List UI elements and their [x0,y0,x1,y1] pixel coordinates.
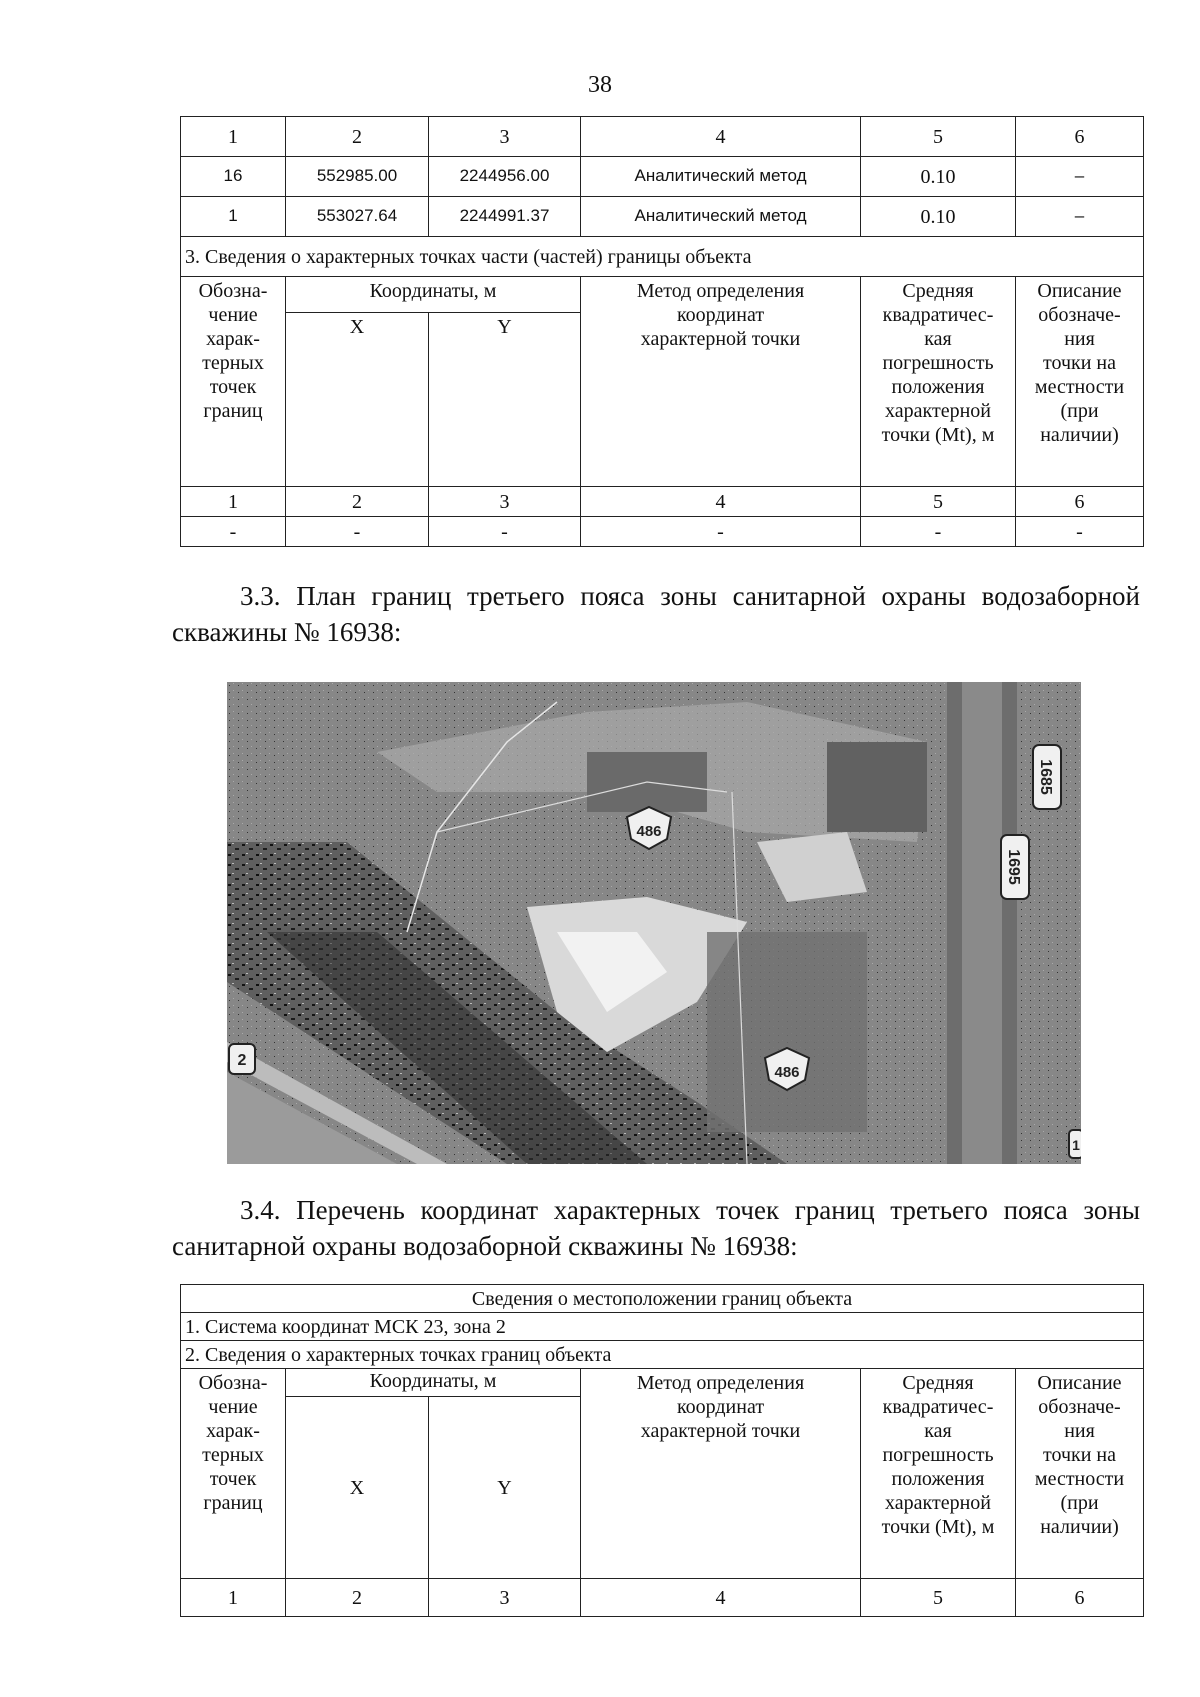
table-cell: - [861,517,1016,547]
column-header-row [181,277,1144,313]
table-header-numbers-row [181,117,1144,157]
aerial-photo [227,682,1081,1164]
table-cell: 3 [429,1579,581,1617]
table-cell: - [429,517,581,547]
coordinates-table-continuation [180,116,1144,547]
y-header: Y [429,313,581,487]
method-header: Метод определения координат характерной точки [581,277,861,487]
y-header: Y [429,1397,581,1579]
coordinates-header: Координаты, м [286,1369,581,1397]
table-cell: 6 [1016,1579,1144,1617]
coordinate-system: 1. Система координат МСК 23, зона 2 [181,1313,1144,1341]
map-label-1695: 1695 [1005,849,1022,885]
road-shield-icon [229,1044,255,1074]
boundary-plan-map [227,682,1081,1164]
table-cell: Аналитический метод [581,157,861,197]
table-cell: 6 [1016,117,1144,157]
page-number: 38 [588,72,612,98]
table-cell: – [1016,197,1144,237]
table-cell: 2 [286,487,429,517]
table-cell: 2244956.00 [429,157,581,197]
table-cell: 5 [861,117,1016,157]
table-cell: – [1016,157,1144,197]
table-cell: 552985.00 [286,157,429,197]
table-cell: - [1016,517,1144,547]
road-shield-icon [1069,1130,1081,1158]
table-cell: 4 [581,1579,861,1617]
table-row [181,157,1144,197]
table-title-row [181,1285,1144,1313]
road-shield-icon [1033,745,1061,809]
coordinate-system-row [181,1313,1144,1341]
table-cell: 0.10 [861,157,1016,197]
table-cell: - [581,517,861,547]
table-cell: 1 [181,487,286,517]
designation-header: Обозна- чение харак- терных точек границ [181,1369,286,1579]
section-title: 2. Сведения о характерных точках границ объекта [181,1341,1144,1369]
error-header: Средняя квадратичес- кая погрешность положения характерной точки (Mt), м [861,277,1016,487]
table-title: Сведения о местоположении границ объекта [181,1285,1144,1313]
table-row [181,517,1144,547]
x-header: X [286,313,429,487]
designation-header: Обозна- чение харак- терных точек границ [181,277,286,487]
table-cell: 2 [286,1579,429,1617]
coordinates-table [180,1284,1144,1617]
table-cell: 4 [581,117,861,157]
section-title: 3. Сведения о характерных точках части (частей) границы объекта [181,237,1144,277]
table-cell: 1 [181,197,286,237]
section-title-row [181,237,1144,277]
road-shield-icon [1001,835,1029,899]
paragraph-3-4: 3.4. Перечень координат характерных точек границ третьего пояса зоны санитарной охраны водозаборной скважины № 16938: [172,1195,1140,1261]
error-header: Средняя квадратичес- кая погрешность положения характерной точки (Mt), м [861,1369,1016,1579]
column-header-row [181,1369,1144,1397]
table-cell: 2244991.37 [429,197,581,237]
table-cell: 6 [1016,487,1144,517]
column-numbers-row [181,1579,1144,1617]
map-label-486-bottom: 486 [774,1064,800,1081]
coordinates-header: Координаты, м [286,277,581,313]
paragraph-3-3: 3.3. План границ третьего пояса зоны санитарной охраны водозаборной скважины № 16938: [172,581,1140,647]
table-cell: 3 [429,117,581,157]
map-label-2: 2 [237,1052,247,1069]
description-header: Описание обозначе- ния точки на местности (при наличии) [1016,277,1144,487]
table-cell: - [181,517,286,547]
table-cell: 5 [861,1579,1016,1617]
table-cell: 1 [181,1579,286,1617]
x-header: X [286,1397,429,1579]
table-cell: 2 [286,117,429,157]
table-cell: - [286,517,429,547]
table-cell: Аналитический метод [581,197,861,237]
description-header: Описание обозначе- ния точки на местности (при наличии) [1016,1369,1144,1579]
table-cell: 553027.64 [286,197,429,237]
table-row [181,197,1144,237]
table-cell: 0.10 [861,197,1016,237]
table-cell: 3 [429,487,581,517]
map-label-1685: 1685 [1037,759,1054,795]
table-cell: 16 [181,157,286,197]
column-numbers-row [181,487,1144,517]
map-label-486-top: 486 [636,823,662,840]
method-header: Метод определения координат характерной точки [581,1369,861,1579]
section-title-row [181,1341,1144,1369]
map-label-1: 1 [1072,1137,1080,1153]
table-cell: 5 [861,487,1016,517]
table-cell: 4 [581,487,861,517]
table-cell: 1 [181,117,286,157]
